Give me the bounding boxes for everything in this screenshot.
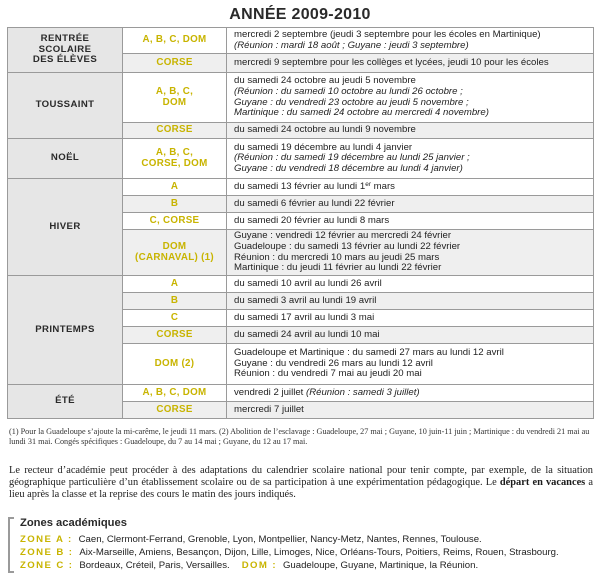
- date-line: Guyane : du vendredi 23 octobre au jeudi 5 novembre ;: [234, 96, 469, 108]
- date-line: du samedi 24 octobre au jeudi 5 novembre: [234, 75, 416, 87]
- date-line: du samedi 3 avril au lundi 19 avril: [234, 294, 377, 306]
- zone-a-row: [20, 534, 482, 545]
- date-cell: [227, 230, 594, 276]
- zone-label-line: DOM (2): [154, 357, 195, 369]
- date-line: mercredi 2 septembre (jeudi 3 septembre pour les écoles en Martinique): [234, 28, 541, 40]
- zone-label: [123, 327, 227, 344]
- calendar-row: [8, 28, 594, 54]
- date-note: (Réunion : samedi 3 juillet): [306, 386, 420, 398]
- calendar-row: [8, 139, 594, 179]
- zone-label: [123, 139, 227, 179]
- zone-label-line: B: [170, 197, 179, 209]
- date-cell: [227, 54, 594, 73]
- zone-label-line: CORSE: [156, 328, 193, 340]
- zone-label-line: CORSE: [156, 124, 193, 136]
- zone-label-line: CORSE: [156, 56, 193, 68]
- zone-label-line: A, B, C,: [155, 85, 194, 97]
- zone-label: [123, 123, 227, 139]
- date-line: Guadeloupe : du samedi 13 février au lundi 22 février: [234, 240, 461, 252]
- zone-label-line: CORSE, DOM: [141, 157, 208, 169]
- date-line: vendredi 2 juillet (Réunion : samedi 3 juillet): [234, 386, 420, 398]
- footnote: (1) Pour la Guadeloupe s’ajoute la mi-carême, le jeudi 11 mars. (2) Abolition de l’esclavage : Guadeloupe, 27 mai ; Guyane, 10 juin-11 juin ; Martinique : du vendredi 21 mai au lundi 31 mai. Congés spécifiques : Guadeloupe, du 7 au 14 mai ; Guyane, du 12 au 17 mai.: [9, 427, 590, 446]
- zone-label-line: A, B, C, DOM: [142, 386, 207, 398]
- period-label: [8, 179, 123, 276]
- period-label-line: RENTRÉE: [40, 33, 90, 45]
- zone-label: [123, 28, 227, 54]
- zone-b-row: [20, 547, 559, 558]
- zone-a-key: ZONE A :: [20, 534, 73, 545]
- zone-label-line: B: [170, 294, 179, 306]
- date-line: du samedi 10 avril au lundi 26 avril: [234, 277, 382, 289]
- zone-label-line: A, B, C, DOM: [142, 34, 207, 46]
- date-line: (Réunion : du samedi 10 octobre au lundi 26 octobre ;: [234, 85, 463, 97]
- info-paragraph-bold: départ en vacances: [499, 477, 586, 489]
- calendar-row: [8, 179, 594, 196]
- info-paragraph-text-end: a lieu après la classe et la reprise des cours le matin des jours indiqués.: [9, 477, 593, 501]
- zone-label: [123, 385, 227, 402]
- zones-heading: Zones académiques: [20, 517, 127, 529]
- period-label: [8, 28, 123, 73]
- date-cell: [227, 213, 594, 230]
- date-line: Réunion : du mercredi 10 mars au jeudi 25 mars: [234, 251, 440, 263]
- zone-a-list: Caen, Clermont-Ferrand, Grenoble, Lyon, Montpellier, Nancy-Metz, Nantes, Rennes, Toulouse.: [78, 534, 482, 545]
- dom-key: DOM :: [241, 560, 277, 571]
- period-label: [8, 385, 123, 419]
- zone-c-list: Bordeaux, Créteil, Paris, Versailles.: [79, 560, 230, 571]
- zone-label: [123, 213, 227, 230]
- info-paragraph-text: Le recteur d’académie peut procéder à des adaptations du calendrier scolaire national pour tenir compte, par exemple, de la situation géographique particulière d’un établissement scolaire ou de sa participation à une expérimentation pédagogique. Le: [9, 465, 593, 489]
- zone-c-key: ZONE C :: [20, 560, 74, 571]
- date-line: du samedi 24 avril au lundi 10 mai: [234, 328, 380, 340]
- zone-label: [123, 179, 227, 196]
- date-cell: [227, 327, 594, 344]
- zone-label: [123, 276, 227, 293]
- calendar-row: [8, 73, 594, 123]
- zones-bracket: [8, 517, 14, 573]
- zone-label-line: (CARNAVAL) (1): [135, 251, 214, 263]
- dom-list: Guadeloupe, Guyane, Martinique, la Réunion.: [282, 560, 479, 571]
- zone-c-row: [20, 560, 478, 571]
- date-line: Guadeloupe et Martinique : du samedi 27 mars au lundi 12 avril: [234, 347, 504, 359]
- period-label: [8, 73, 123, 139]
- zone-label-line: C: [170, 311, 179, 323]
- date-line: Guyane : du vendredi 18 décembre au lundi 4 janvier): [234, 162, 463, 174]
- zones-box: [8, 515, 594, 575]
- date-line: Martinique : du samedi 24 octobre au mercredi 4 novembre): [234, 107, 489, 119]
- date-cell: [227, 310, 594, 327]
- period-label-line: PRINTEMPS: [35, 323, 95, 335]
- zone-label: [123, 230, 227, 276]
- date-line: du samedi 17 avril au lundi 3 mai: [234, 311, 375, 323]
- zone-b-list: Aix-Marseille, Amiens, Besançon, Dijon, Lille, Limoges, Nice, Orléans-Tours, Poitiers, Reims, Rouen, Strasbourg.: [79, 547, 559, 558]
- date-cell: [227, 179, 594, 196]
- date-line: Réunion : du vendredi 7 mai au jeudi 20 mai: [234, 368, 422, 380]
- date-line: Guyane : vendredi 12 février au mercredi 24 février: [234, 230, 452, 242]
- date-line: (Réunion : mardi 18 août ; Guyane : jeudi 3 septembre): [234, 39, 469, 51]
- date-cell: [227, 196, 594, 213]
- zone-label-line: A, B, C,: [155, 146, 194, 158]
- info-paragraph: [9, 465, 593, 502]
- date-line: Martinique : du jeudi 11 février au lundi 22 février: [234, 262, 442, 274]
- zone-label-line: C, CORSE: [149, 214, 200, 226]
- date-cell: [227, 293, 594, 310]
- date-cell: [227, 28, 594, 54]
- date-line: du samedi 6 février au lundi 22 février: [234, 197, 395, 209]
- date-line: mercredi 7 juillet: [234, 403, 304, 415]
- calendar-row: [8, 385, 594, 402]
- zone-label-line: A: [170, 180, 179, 192]
- zone-label-line: DOM: [162, 240, 187, 252]
- page-title: ANNÉE 2009-2010: [229, 6, 371, 23]
- period-label-line: NOËL: [50, 152, 80, 164]
- period-label-line: SCOLAIRE: [38, 43, 92, 55]
- date-line: du samedi 19 décembre au lundi 4 janvier: [234, 141, 413, 153]
- period-label-line: ÉTÉ: [55, 395, 75, 407]
- period-label: [8, 276, 123, 385]
- date-cell: [227, 73, 594, 123]
- zone-label: [123, 54, 227, 73]
- period-label-line: HIVER: [49, 220, 81, 232]
- zone-label: [123, 293, 227, 310]
- date-line: du samedi 20 février au lundi 8 mars: [234, 214, 390, 226]
- date-cell: [227, 123, 594, 139]
- date-cell: [227, 276, 594, 293]
- date-line: du samedi 13 février au lundi 1er mars: [234, 180, 395, 192]
- period-label-line: DES ÉLÈVES: [32, 54, 98, 66]
- date-line: (Réunion : du samedi 19 décembre au lundi 25 janvier ;: [234, 152, 470, 164]
- zone-label-line: DOM: [162, 96, 187, 108]
- calendar-row: [8, 276, 594, 293]
- zone-b-key: ZONE B :: [20, 547, 74, 558]
- zone-label: [123, 310, 227, 327]
- period-label-line: TOUSSAINT: [35, 99, 95, 111]
- calendar-table: [7, 27, 594, 419]
- zone-label-line: A: [170, 277, 179, 289]
- date-line: Guyane : du vendredi 26 mars au lundi 12 avril: [234, 357, 433, 369]
- date-line: du samedi 24 octobre au lundi 9 novembre: [234, 124, 416, 136]
- ordinal-suffix: er: [365, 180, 371, 188]
- zone-label: [123, 196, 227, 213]
- date-cell: [227, 139, 594, 179]
- date-cell: [227, 385, 594, 402]
- zone-label: [123, 344, 227, 385]
- zone-label-line: CORSE: [156, 403, 193, 415]
- date-line: mercredi 9 septembre pour les collèges et lycées, jeudi 10 pour les écoles: [234, 56, 549, 68]
- period-label: [8, 139, 123, 179]
- date-cell: [227, 344, 594, 385]
- zone-label: [123, 402, 227, 419]
- zone-label: [123, 73, 227, 123]
- date-cell: [227, 402, 594, 419]
